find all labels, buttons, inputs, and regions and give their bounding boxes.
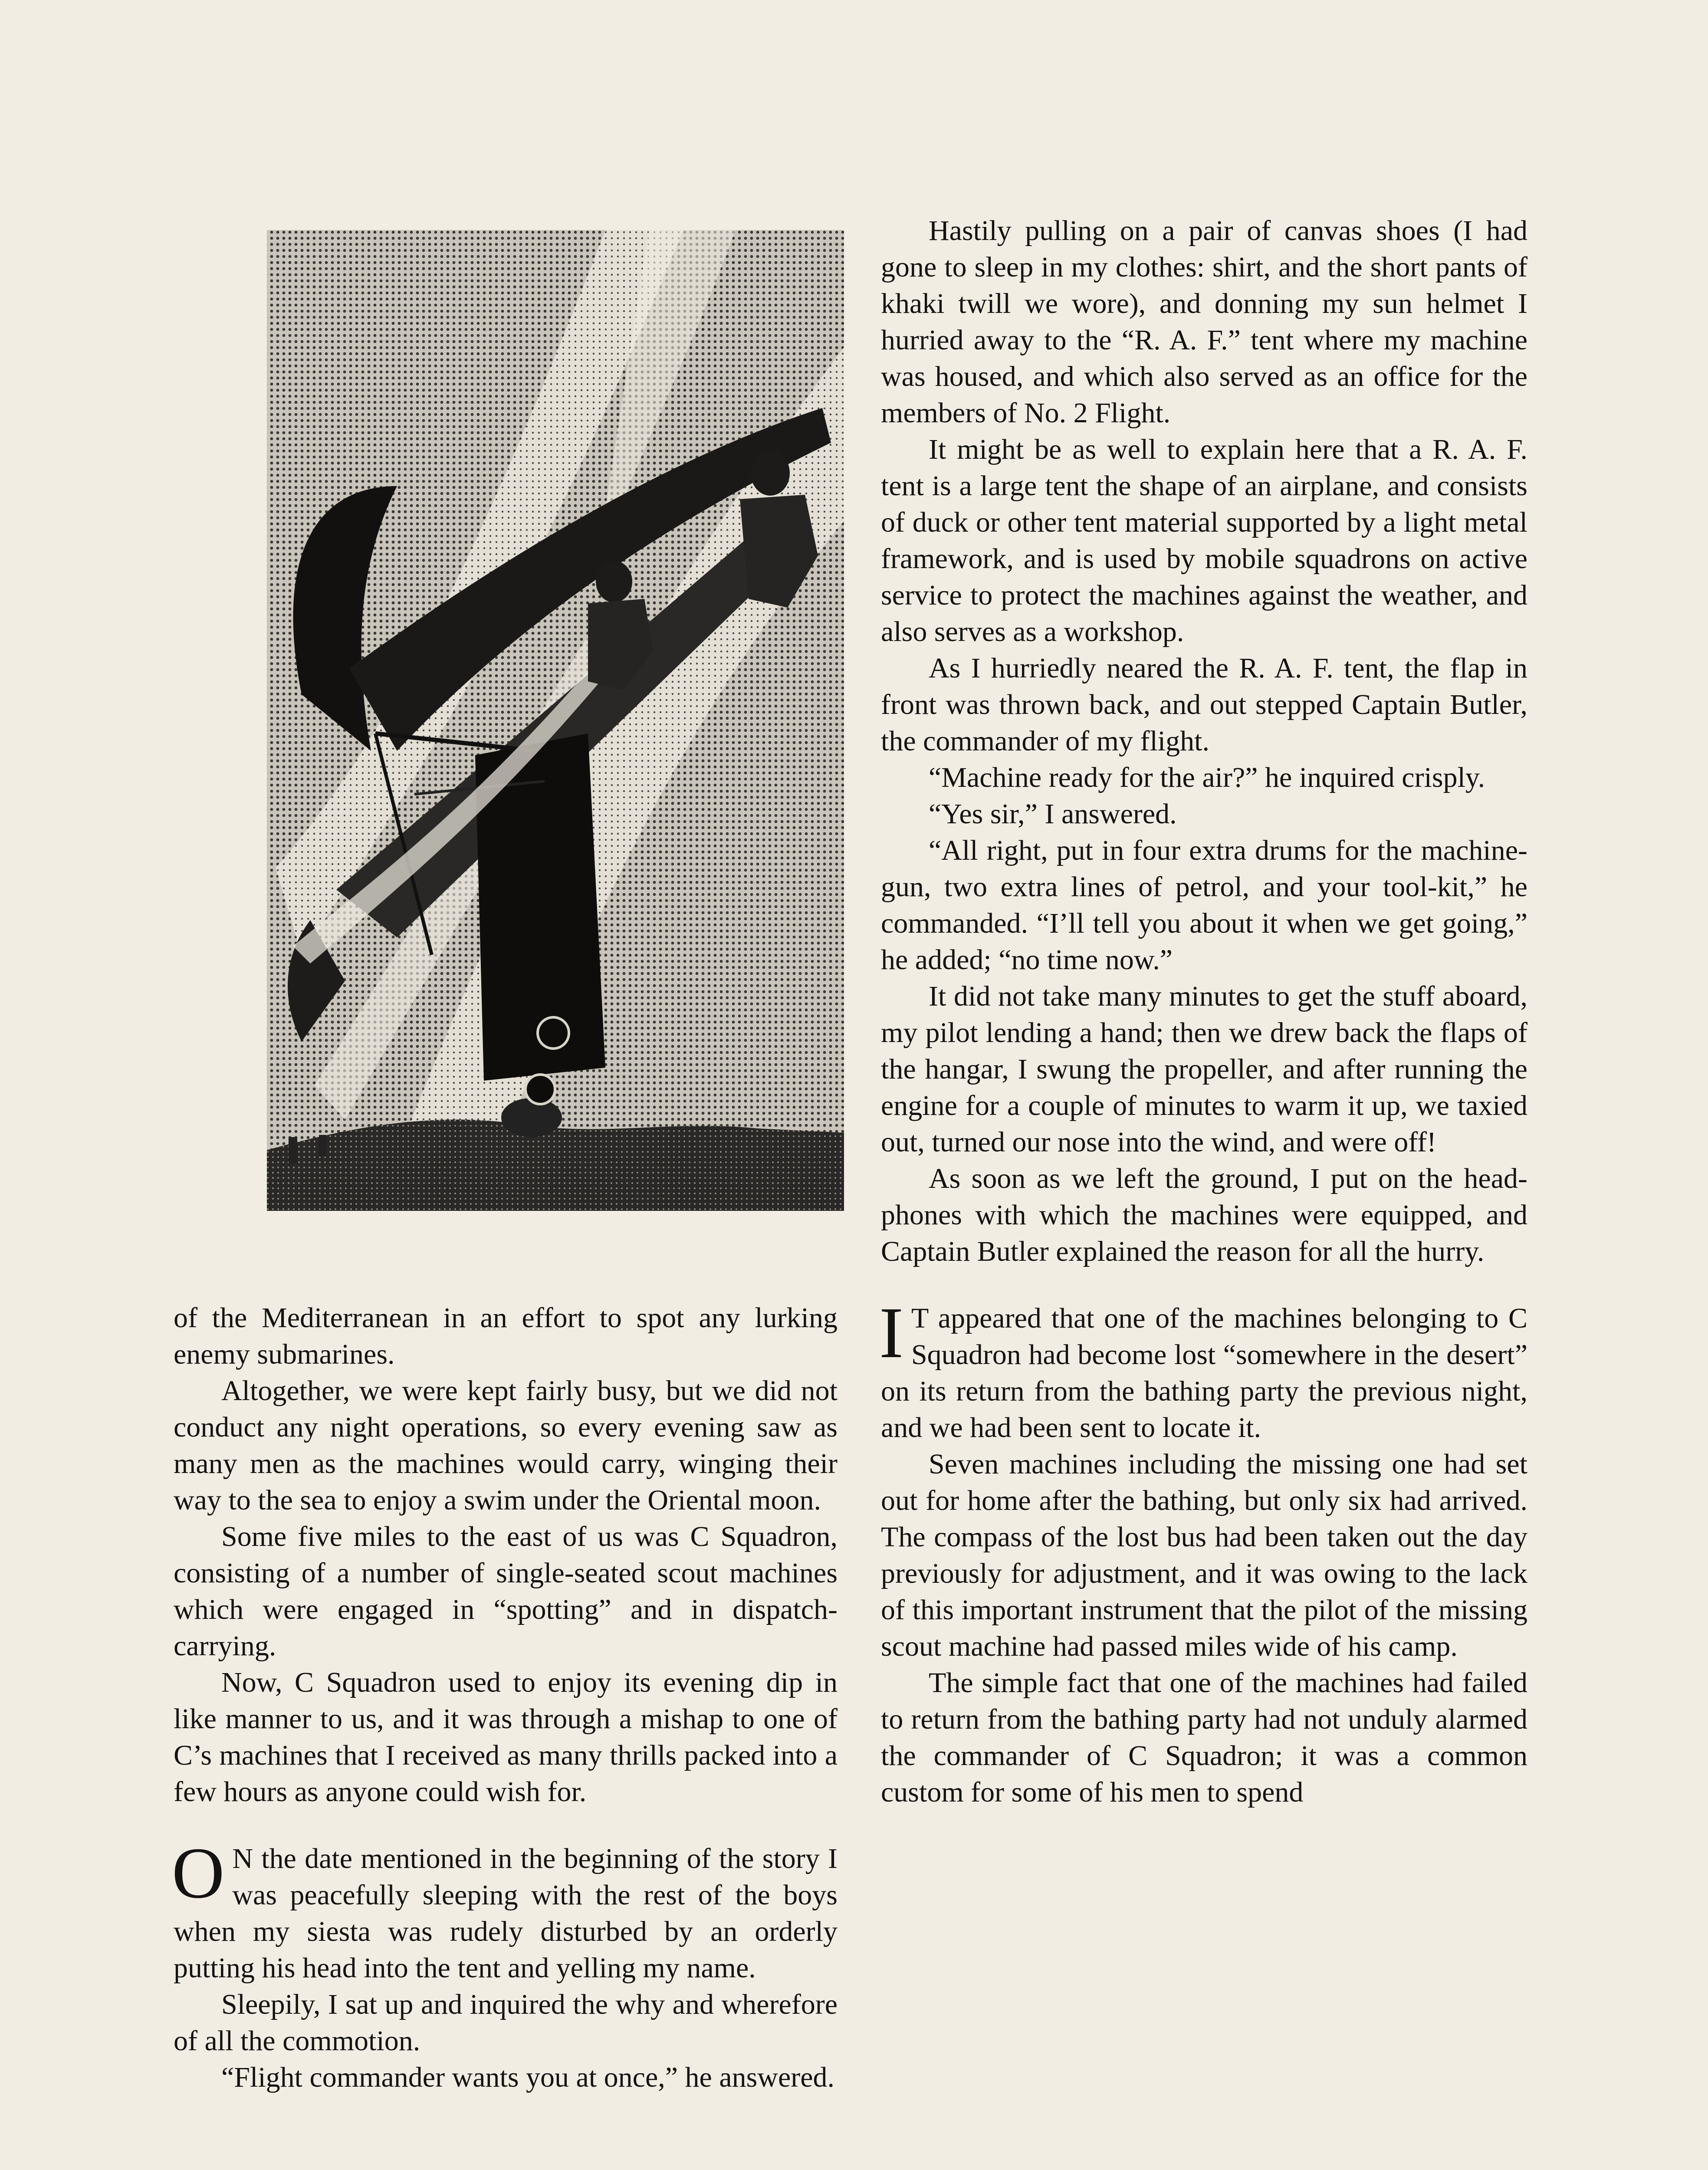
paragraph: “Machine ready for the air?” he inquired crisply. (929, 762, 1485, 793)
paragraph: Now, C Squadron used to enjoy its evening dip in like manner to us, and it was through a mishap to one of C’s machines that I received as many thrills packed into a few hours as anyone could wish for. (174, 1667, 838, 1808)
paragraph: “Yes sir,” I answered. (929, 798, 1177, 830)
section-paragraph (879, 1292, 1527, 1446)
biplane-illustration (171, 217, 855, 1224)
drop-cap: I (879, 1292, 903, 1373)
drop-cap: O (172, 1833, 225, 1914)
paragraph: As I hurriedly neared the R. A. F. tent, the flap in front was thrown back, and out stepped Captain Butler, the commander of my flight. (881, 652, 1527, 757)
left-text-column (174, 1300, 838, 2096)
section-paragraph (172, 1833, 838, 1986)
paragraph: The simple fact that one of the machines had failed to return from the bathing party had not unduly alarmed the commander of C Squadron; it was a common custom for some of his men to spend (881, 1667, 1527, 1808)
paragraph: Hastily pulling on a pair of canvas shoes (I had gone to sleep in my clothes: shirt, and the short pants of khaki twill we wore), and donning my sun helmet I hurried away to the “R. A. F.” tent where my machine was housed, and which also served as an office for the members of No. 2 Flight. (881, 215, 1527, 429)
paragraph-text: N the date mentioned in the beginning of the story I was peacefully sleeping with the rest of the boys when my siesta was rudely disturbed by an orderly putting his head into the tent and yelling my name. (174, 1843, 838, 1984)
right-text-column (881, 213, 1527, 1811)
paragraph: As soon as we left the ground, I put on the head-phones with which the machines were equipped, and Captain Butler explained the reason for all the hurry. (881, 1163, 1527, 1267)
paragraph: “Flight commander wants you at once,” he answered. (221, 2062, 835, 2093)
paragraph: of the Mediterranean in an effort to spot any lurking enemy submarines. (174, 1302, 838, 1370)
paragraph: Some five miles to the east of us was C Squadron, consisting of a number of single-seated scout machines which were engaged in “spotting” and in dispatch-carrying. (174, 1521, 838, 1662)
paragraph: Sleepily, I sat up and inquired the why and wherefore of all the commotion. (174, 1989, 838, 2057)
paragraph: It did not take many minutes to get the stuff aboard, my pilot lending a hand; then we drew back the flaps of the hangar, I swung the propeller, and after running the engine for a couple of minutes to warm it up, we taxied out, turned our nose into the wind, and were off! (881, 980, 1527, 1158)
paragraph: Altogether, we were kept fairly busy, but we did not conduct any night operations, so every evening saw as many men as the machines would carry, winging their way to the sea to enjoy a swim under the Oriental moon. (174, 1375, 838, 1516)
paragraph: It might be as well to explain here that a R. A. F. tent is a large tent the shape of an airplane, and consists of duck or other tent material supported by a light metal framework, and is used by mobile squadrons on active service to protect the machines against the weather, and also serves as a workshop. (881, 434, 1527, 648)
biplane-drawing (171, 217, 855, 1224)
paragraph-text: T appeared that one of the machines belonging to C Squadron had become lost “somewhere in the desert” on its return from the bathing party the previous night, and we had been sent to locate it. (881, 1302, 1527, 1443)
paragraph: Seven machines including the missing one had set out for home after the bathing, but only six had arrived. The compass of the lost bus had been taken out the day previously for adjustment, and it was owing to the lack of this important instrument that the pilot of the missing scout machine had passed miles wide of his camp. (881, 1448, 1527, 1662)
paragraph: “All right, put in four extra drums for the machine-gun, two extra lines of petrol, and your tool-kit,” he commanded. “I’ll tell you about it when we get going,” he added; “no time now.” (881, 835, 1527, 976)
